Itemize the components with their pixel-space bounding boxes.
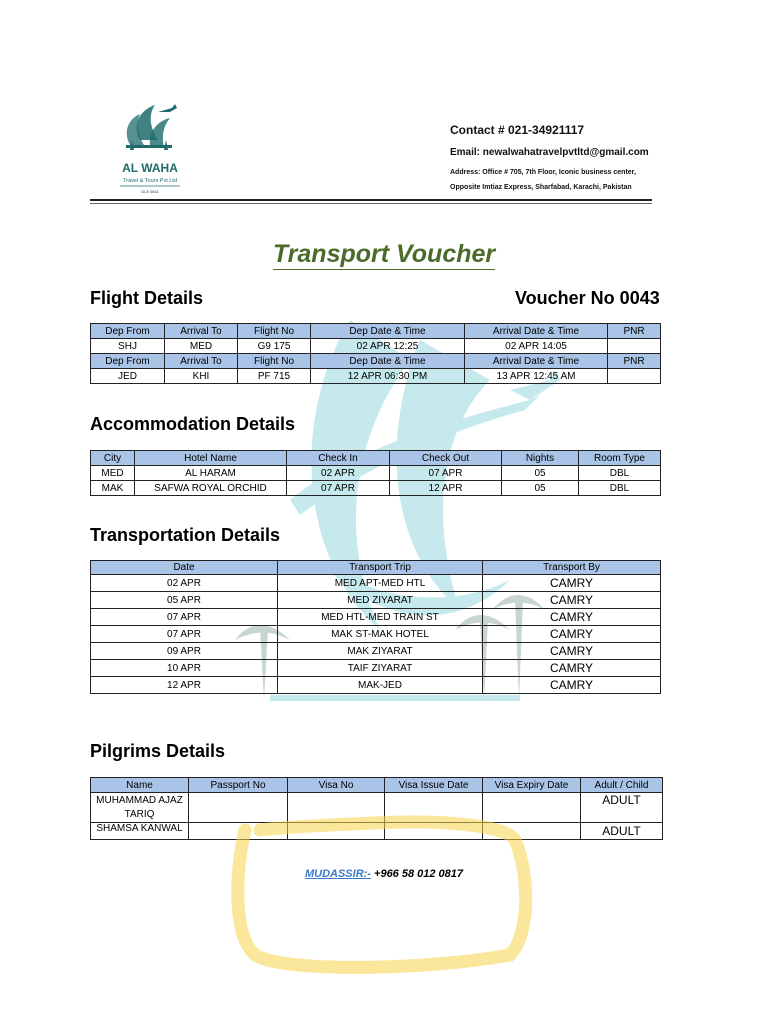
header-cell: City xyxy=(91,451,135,466)
dep-from-cell: JED xyxy=(91,369,165,384)
date-cell: 05 APR xyxy=(91,592,278,609)
header-cell: Date xyxy=(91,561,278,575)
header-cell: Hotel Name xyxy=(135,451,287,466)
header-cell: Transport By xyxy=(483,561,661,575)
agent-name-link[interactable]: MUDASSIR:- xyxy=(304,868,371,880)
check-out-cell: 12 APR xyxy=(390,481,502,496)
vehicle-cell: CAMRY xyxy=(483,592,661,609)
transport-row xyxy=(91,609,661,626)
trip-cell: MED ZIYARAT xyxy=(278,592,483,609)
agent-contact xyxy=(0,868,768,880)
header-cell: Check In xyxy=(287,451,390,466)
header-cell: Nights xyxy=(502,451,579,466)
vehicle-cell: CAMRY xyxy=(483,643,661,660)
hotel-name-cell: AL HARAM xyxy=(135,466,287,481)
header-cell: Flight No xyxy=(238,324,311,339)
flight-header-row xyxy=(91,324,661,339)
transport-row xyxy=(91,660,661,677)
vehicle-cell: CAMRY xyxy=(483,660,661,677)
date-cell: 07 APR xyxy=(91,626,278,643)
trip-cell: MED HTL-MED TRAIN ST xyxy=(278,609,483,626)
date-cell: 09 APR xyxy=(91,643,278,660)
transportation-details-heading: Transportation Details xyxy=(90,525,281,545)
header-cell: Dep From xyxy=(91,354,165,369)
accommodation-row xyxy=(91,481,661,496)
flight-row xyxy=(91,339,661,354)
header-cell: Visa No xyxy=(288,778,385,793)
trip-cell: MED APT-MED HTL xyxy=(278,575,483,592)
accommodation-header-row xyxy=(91,451,661,466)
header-cell: Visa Issue Date xyxy=(385,778,483,793)
header-cell: PNR xyxy=(608,354,661,369)
date-cell: 10 APR xyxy=(91,660,278,677)
trip-cell: MAK ZIYARAT xyxy=(278,643,483,660)
voucher-title xyxy=(0,240,768,269)
dep-from-cell: SHJ xyxy=(91,339,165,354)
accommodation-table xyxy=(90,450,661,496)
vehicle-cell: CAMRY xyxy=(483,609,661,626)
flight-no-cell: PF 715 xyxy=(238,369,311,384)
adult-child-cell: ADULT xyxy=(581,793,663,823)
pilgrim-name-cell: SHAMSA KANWAL xyxy=(91,823,189,840)
address-line-1: Address: Office # 705, 7th Floor, Iconic business center, xyxy=(450,169,636,176)
header-cell: Flight No xyxy=(238,354,311,369)
pilgrims-details-heading: Pilgrims Details xyxy=(90,741,226,761)
pnr-cell xyxy=(608,339,661,354)
nights-cell: 05 xyxy=(502,466,579,481)
logo-text: AL WAHA xyxy=(122,161,178,175)
transport-row xyxy=(91,643,661,660)
flight-header-row xyxy=(91,354,661,369)
logo-license: GLE 5611 xyxy=(141,189,159,194)
date-cell: 07 APR xyxy=(91,609,278,626)
header-cell: Arrival Date & Time xyxy=(465,324,608,339)
agent-phone: +966 58 012 0817 xyxy=(370,868,464,880)
header-cell: Arrival Date & Time xyxy=(465,354,608,369)
header-divider-thin xyxy=(90,203,652,204)
check-in-cell: 02 APR xyxy=(287,466,390,481)
arrival-to-cell: KHI xyxy=(165,369,238,384)
check-out-cell: 07 APR xyxy=(390,466,502,481)
header-cell: Arrival To xyxy=(165,324,238,339)
accommodation-row xyxy=(91,466,661,481)
vehicle-cell: CAMRY xyxy=(483,677,661,694)
flight-row xyxy=(91,369,661,384)
transport-row xyxy=(91,626,661,643)
city-cell: MAK xyxy=(91,481,135,496)
transport-row xyxy=(91,592,661,609)
arrival-to-cell: MED xyxy=(165,339,238,354)
header-cell: Transport Trip xyxy=(278,561,483,575)
adult-child-cell: ADULT xyxy=(581,823,663,840)
voucher-title-text: Transport Voucher xyxy=(272,240,496,268)
pilgrims-header-row xyxy=(91,778,663,793)
transport-header-row xyxy=(91,561,661,575)
vehicle-cell: CAMRY xyxy=(483,626,661,643)
header-cell: Dep From xyxy=(91,324,165,339)
voucher-number: Voucher No 0043 xyxy=(515,288,660,308)
flight-details-heading: Flight Details xyxy=(90,288,204,308)
trip-cell: MAK-JED xyxy=(278,677,483,694)
header-cell: Dep Date & Time xyxy=(311,324,465,339)
pilgrim-name-cell: MUHAMMAD AJAZ TARIQ xyxy=(91,793,189,823)
address-line-2: Opposite Imtiaz Express, Sharfabad, Karachi, Pakistan xyxy=(450,184,632,191)
pnr-cell xyxy=(608,369,661,384)
flight-no-cell: G9 175 xyxy=(238,339,311,354)
logo-subtext: Travel & Tours Pvt Ltd xyxy=(123,178,177,184)
accommodation-details-heading: Accommodation Details xyxy=(90,414,296,434)
nights-cell: 05 xyxy=(502,481,579,496)
room-type-cell: DBL xyxy=(579,481,661,496)
contact-phone: Contact # 021-34921117 xyxy=(450,123,585,137)
header-cell: Room Type xyxy=(579,451,661,466)
header-cell: Arrival To xyxy=(165,354,238,369)
hotel-name-cell: SAFWA ROYAL ORCHID xyxy=(135,481,287,496)
header-cell: PNR xyxy=(608,324,661,339)
trip-cell: MAK ST-MAK HOTEL xyxy=(278,626,483,643)
dep-datetime-cell: 12 APR 06:30 PM xyxy=(311,369,465,384)
room-type-cell: DBL xyxy=(579,466,661,481)
header-cell: Passport No xyxy=(189,778,288,793)
vehicle-cell: CAMRY xyxy=(483,575,661,592)
header-cell: Name xyxy=(91,778,189,793)
dep-datetime-cell: 02 APR 12:25 xyxy=(311,339,465,354)
header-cell: Visa Expiry Date xyxy=(483,778,581,793)
trip-cell: TAIF ZIYARAT xyxy=(278,660,483,677)
date-cell: 12 APR xyxy=(91,677,278,694)
arrival-datetime-cell: 13 APR 12:45 AM xyxy=(465,369,608,384)
transport-table xyxy=(90,560,661,694)
check-in-cell: 07 APR xyxy=(287,481,390,496)
date-cell: 02 APR xyxy=(91,575,278,592)
city-cell: MED xyxy=(91,466,135,481)
highlighter-mark xyxy=(225,815,540,975)
header-cell: Dep Date & Time xyxy=(311,354,465,369)
arrival-datetime-cell: 02 APR 14:05 xyxy=(465,339,608,354)
company-logo xyxy=(100,100,200,200)
header-cell: Adult / Child xyxy=(581,778,663,793)
transport-row xyxy=(91,575,661,592)
header-cell: Check Out xyxy=(390,451,502,466)
flight-table xyxy=(90,323,661,384)
contact-email: Email: newalwahatravelpvtltd@gmail.com xyxy=(450,147,649,158)
header-divider xyxy=(90,199,652,201)
transport-row xyxy=(91,677,661,694)
